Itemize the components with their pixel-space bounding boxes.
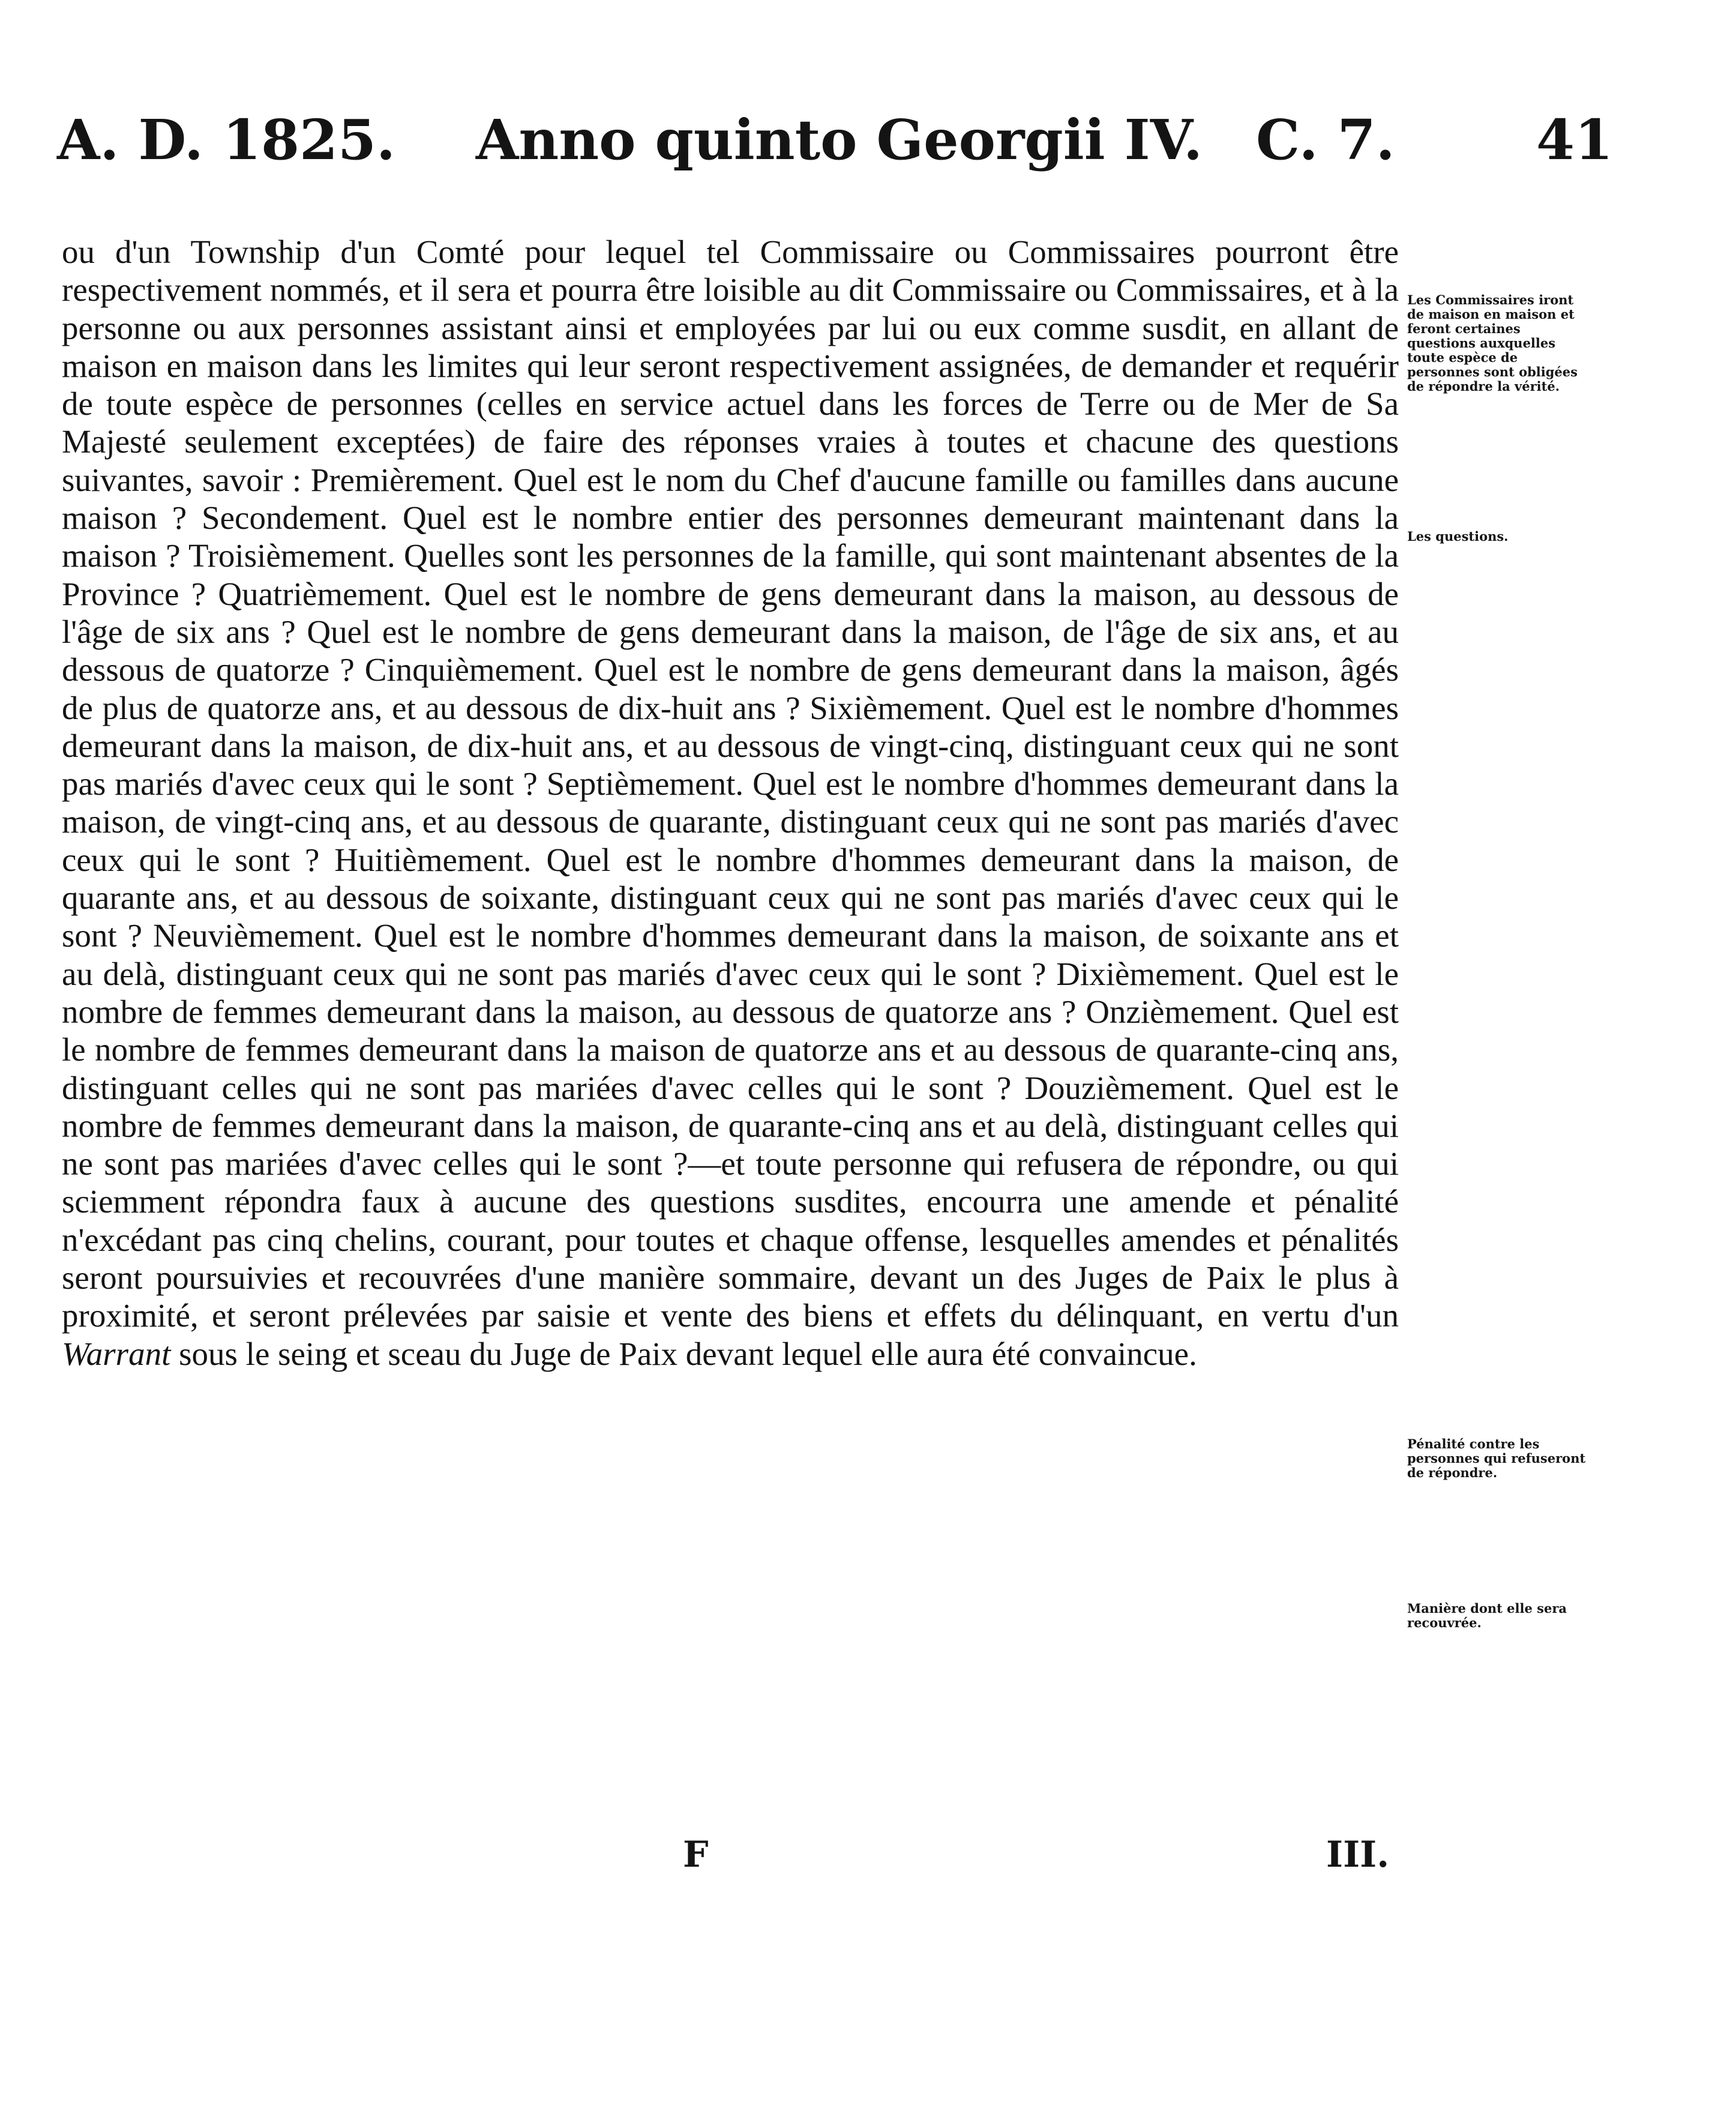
body-paragraph: [62, 233, 1399, 1745]
warrant-italic: Warrant: [62, 1335, 171, 1372]
body-text-main: ou d'un Township d'un Comté pour lequel tel Commissaire ou Commissaires pourront être respectivement nommés, et il sera et pourra être loisible au dit Commissaire ou Commissaires, et à la personne ou aux personnes assistant ainsi et employées par lui ou eux comme susdit, en allant de maison en maison dans les limites qui leur seront respectivement assignées, de demander et requérir de toute espèce de personnes (celles en service actuel dans les forces de Terre ou de Mer de Sa Majesté seulement exceptées) de faire des réponses vraies à toutes et chacune des questions suivantes, savoir : Premièrement. Quel est le nom du Chef d'aucune famille ou familles dans aucune maison ? Secondement. Quel est le nombre entier des personnes demeurant maintenant dans la maison ? Troisièmement. Quelles sont les personnes de la famille, qui sont maintenant absentes de la Province ? Quatrièmement. Quel est le nombre de gens demeurant dans la maison, au dessous de l'âge de six ans ? Quel est le nombre de gens demeurant dans la maison, de l'âge de six ans, et au dessous de quatorze ? Cinquièmement. Quel est le nombre de gens demeurant dans la maison, âgés de plus de quatorze ans, et au dessous de dix-huit ans ? Sixièmement. Quel est le nombre d'hommes demeurant dans la maison, de dix-huit ans, et au dessous de vingt-cinq, distinguant ceux qui ne sont pas mariés d'avec ceux qui le sont ? Septièmement. Quel est le nombre d'hommes demeurant dans la maison, de vingt-cinq ans, et au dessous de quarante, distinguant ceux qui ne sont pas mariés d'avec ceux qui le sont ? Huitièmement. Quel est le nombre d'hommes demeurant dans la maison, de quarante ans, et au dessous de soixante, distinguant ceux qui ne sont pas mariés d'avec ceux qui le sont ? Neuvièmement. Quel est le nombre d'hommes demeurant dans la maison, de soixante ans et au delà, distinguant ceux qui ne sont pas mariés d'avec ceux qui le sont ? Dixièmement. Quel est le nombre de femmes demeurant dans la maison, au dessous de quatorze ans ? Onzièmement. Quel est le nombre de femmes demeurant dans la maison de quatorze ans et au dessous de quarante-cinq ans, distinguant celles qui ne sont pas mariées d'avec celles qui le sont ? Douzièmement. Quel est le nombre de femmes demeurant dans la maison, de quarante-cinq ans et au delà, distinguant celles qui ne sont pas mariées d'avec celles qui le sont ?—et toute personne qui refusera de répondre, ou qui sciemment répondra faux à aucune des questions susdites, encourra une amende et pénalité n'excédant pas cinq chelins, courant, pour toutes et chaque offense, lesquelles amendes et pénalités seront poursuivies et recouvrées d'une manière sommaire, devant un des Juges de Paix le plus à proximité, et seront prélevées par saisie et vente des biens et effets du délinquant, en vertu d'un: [62, 233, 1399, 1334]
statute-title: Anno quinto Georgii IV.: [476, 107, 1203, 172]
margin-note-questions: Les questions.: [1407, 529, 1509, 544]
body-text-end: sous le seing et sceau du Juge de Paix devant lequel elle aura été convaincue.: [179, 1335, 1197, 1372]
running-head: [57, 101, 1614, 179]
margin-note-penalty: Pénalité contre les personnes qui refuseront de répondre.: [1407, 1436, 1586, 1480]
margin-note-recovery: Manière dont elle sera recouvrée.: [1407, 1601, 1567, 1630]
year-heading: A. D. 1825.: [57, 107, 396, 172]
margin-note-commissioners: Les Commissaires iront de maison en maison et feront certaines questions auxquelles toute espèce de personnes sont obligées de répondre la vérité.: [1407, 292, 1578, 394]
signature-mark: F: [683, 1834, 709, 1876]
margin-notes: [1407, 0, 1587, 2108]
page-number: 41: [1536, 107, 1614, 172]
catchword: III.: [1326, 1834, 1390, 1876]
chapter-number: C. 7.: [1256, 107, 1395, 172]
